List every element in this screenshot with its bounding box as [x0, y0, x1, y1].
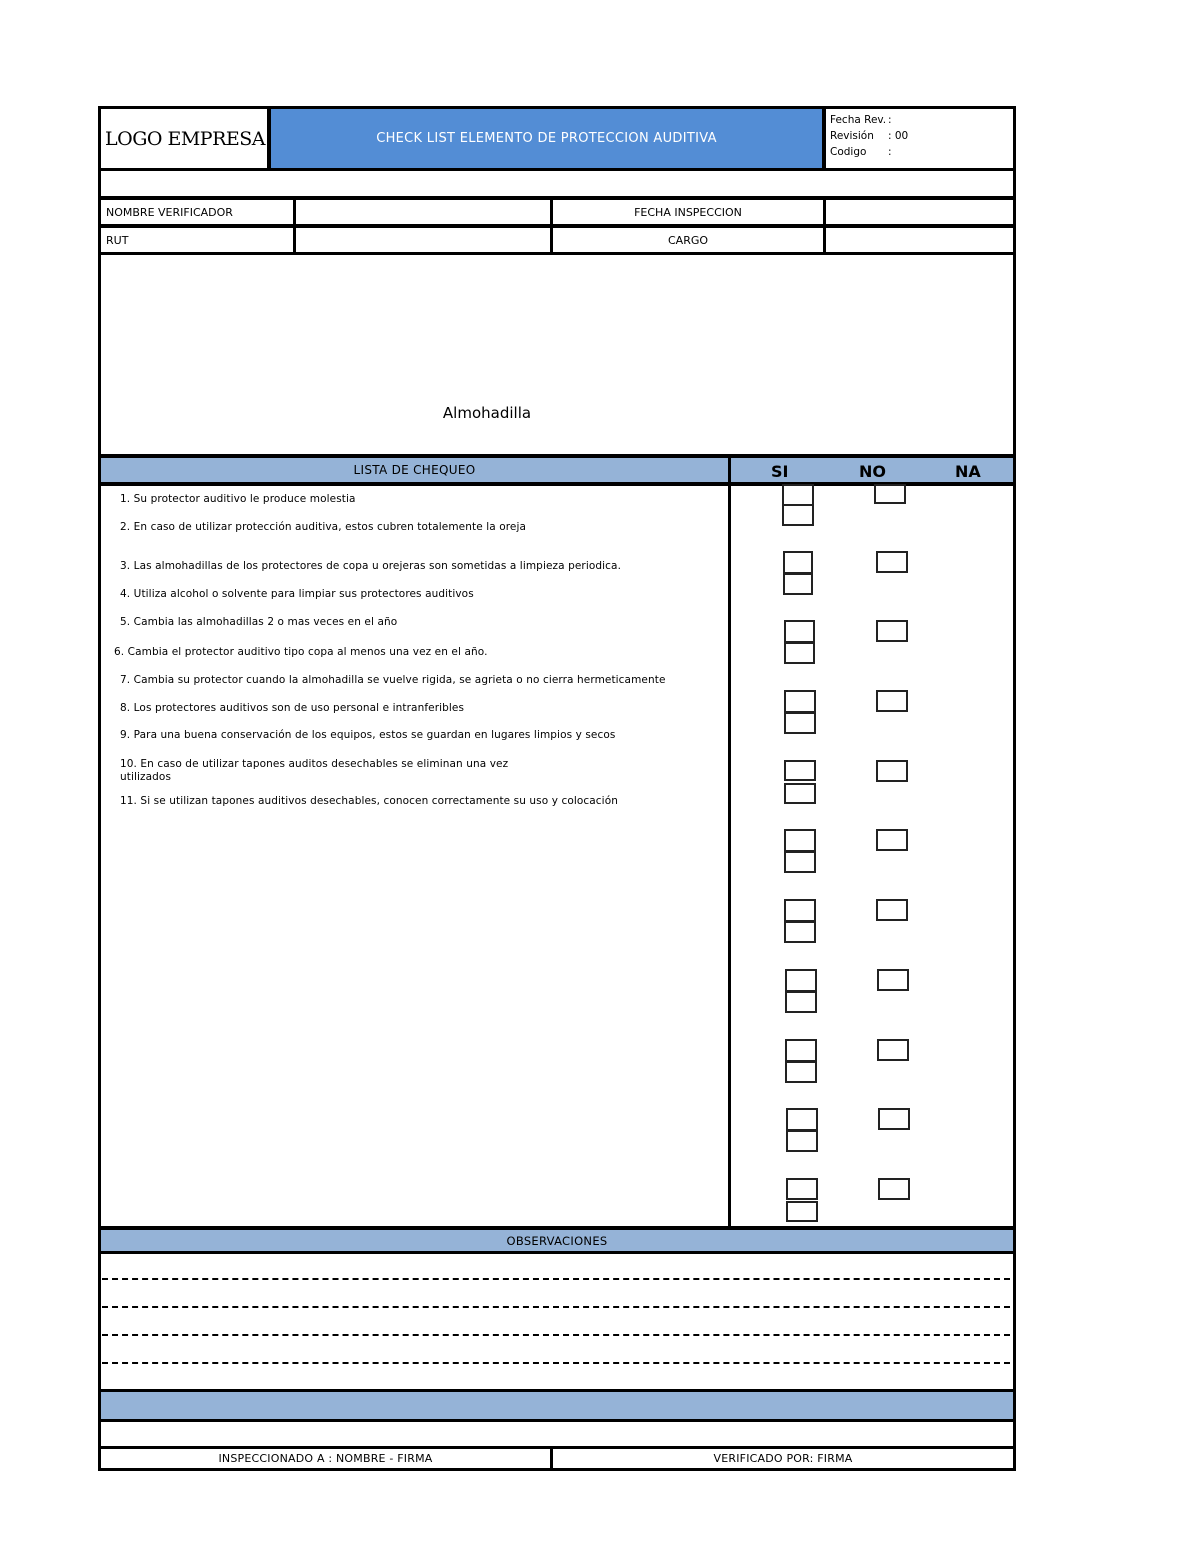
checkbox-no-5[interactable] [876, 760, 908, 782]
checkbox-si-6[interactable] [784, 829, 816, 852]
fecha-inspeccion-field[interactable] [823, 197, 1016, 227]
logo-text: LOGO EMPRESA [105, 127, 266, 150]
checkbox-si-2[interactable] [783, 551, 813, 574]
fecha-inspeccion-label [550, 197, 826, 227]
checkbox-si-10b[interactable] [786, 1130, 818, 1152]
checklist-answers [728, 483, 1016, 1229]
observaciones-area[interactable] [98, 1252, 1016, 1392]
checkbox-no-4[interactable] [876, 690, 908, 712]
checklist-item-10: 10. En caso de utilizar tapones auditos desechables se eliminan una vez utilizados [120, 758, 509, 783]
checklist-item-11: 11. Si se utilizan tapones auditivos desechables, conocen correctamente su uso y colocación [120, 795, 618, 807]
rut-label [98, 225, 296, 255]
cargo-field[interactable] [823, 225, 1016, 255]
meta-value: : [888, 146, 892, 158]
checkbox-si-7[interactable] [784, 899, 816, 922]
cargo-label-text: CARGO [667, 233, 709, 247]
checklist-item-3: 3. Las almohadillas de los protectores de copa u orejeras son sometidas a limpieza periodica. [120, 560, 622, 572]
nombre-verificador-field[interactable] [293, 197, 553, 227]
checkbox-si-9[interactable] [785, 1039, 817, 1062]
checklist-header [98, 455, 731, 485]
column-na: NA [955, 462, 981, 481]
checklist-item-8: 8. Los protectores auditivos son de uso personal e intranferibles [120, 702, 465, 714]
checkbox-si-7b[interactable] [784, 921, 816, 943]
checklist-item-2: 2. En caso de utilizar protección auditiva, estos cubren totalemente la oreja [120, 521, 527, 533]
document-title [268, 106, 825, 171]
checkbox-si-6b[interactable] [784, 851, 816, 873]
checkbox-no-9[interactable] [877, 1039, 909, 1061]
checkbox-si-5b[interactable] [784, 783, 816, 804]
checkbox-no-3[interactable] [876, 620, 908, 642]
meta-label: Codigo [830, 146, 867, 158]
checkbox-si-3b[interactable] [784, 642, 815, 664]
checkbox-si-1[interactable] [782, 484, 814, 506]
checkbox-no-2[interactable] [876, 551, 908, 573]
checklist-header-text: LISTA DE CHEQUEO [353, 463, 476, 477]
observaciones-line-1 [102, 1278, 1010, 1280]
checkbox-si-9b[interactable] [785, 1061, 817, 1083]
checkbox-no-6[interactable] [876, 829, 908, 851]
checklist-questions [98, 483, 731, 1229]
image-caption: Almohadilla [442, 404, 532, 422]
nombre-verificador-label [98, 197, 296, 227]
checkbox-no-1[interactable] [874, 484, 906, 504]
checklist-item-1: 1. Su protector auditivo le produce molestia [120, 493, 356, 505]
checkbox-si-5[interactable] [784, 760, 816, 781]
header-spacer-row [98, 169, 1016, 199]
column-no: NO [859, 462, 886, 481]
checklist-item-7: 7. Cambia su protector cuando la almohadilla se vuelve rigida, se agrieta o no cierra hermeticamente [120, 674, 666, 686]
observaciones-line-3 [102, 1334, 1010, 1336]
meta-row-codigo [830, 144, 1013, 160]
checklist-item-6: 6. Cambia el protector auditivo tipo copa al menos una vez en el año. [114, 646, 488, 658]
observaciones-header [98, 1227, 1016, 1254]
meta-value: : [888, 114, 892, 126]
document-meta [823, 106, 1016, 171]
checkbox-si-11[interactable] [786, 1178, 818, 1200]
image-area [98, 252, 1016, 457]
checkbox-si-4b[interactable] [784, 712, 816, 734]
column-si: SI [771, 462, 789, 481]
observaciones-line-2 [102, 1306, 1010, 1308]
document-title-text: CHECK LIST ELEMENTO DE PROTECCION AUDITIVA [376, 131, 717, 146]
checklist-item-5: 5. Cambia las almohadillas 2 o mas veces en el año [120, 616, 398, 628]
checklist-item-4: 4. Utiliza alcohol o solvente para limpiar sus protectores auditivos [120, 588, 474, 600]
signature-inspeccionado-label: INSPECCIONADO A : NOMBRE - FIRMA [218, 1452, 433, 1465]
checkbox-no-10[interactable] [878, 1108, 910, 1130]
checkbox-si-8b[interactable] [785, 991, 817, 1013]
checkbox-si-4[interactable] [784, 690, 816, 713]
cargo-label [550, 225, 826, 255]
checkbox-si-11b[interactable] [786, 1201, 818, 1222]
signature-verificado-label: VERIFICADO POR: FIRMA [713, 1452, 853, 1465]
observaciones-header-text: OBSERVACIONES [506, 1233, 608, 1248]
company-logo-placeholder [98, 106, 270, 171]
checklist-columns-header [728, 455, 1016, 485]
meta-row-revision [830, 128, 1013, 144]
meta-row-fecha-rev [830, 112, 1013, 128]
checkbox-si-8[interactable] [785, 969, 817, 992]
nombre-verificador-label-text: NOMBRE VERIFICADOR [106, 205, 233, 219]
checklist-item-9: 9. Para una buena conservación de los equipos, estos se guardan en lugares limpios y secos [120, 729, 616, 741]
signature-spacer-row [98, 1420, 1016, 1448]
checkbox-no-8[interactable] [877, 969, 909, 991]
signature-verificado[interactable] [550, 1446, 1016, 1471]
checkbox-si-1b[interactable] [782, 504, 814, 526]
checkbox-si-10[interactable] [786, 1108, 818, 1131]
rut-label-text: RUT [106, 233, 129, 247]
fecha-inspeccion-label-text: FECHA INSPECCION [634, 205, 742, 219]
checkbox-no-11[interactable] [878, 1178, 910, 1200]
checkbox-si-2b[interactable] [783, 573, 813, 595]
observaciones-line-4 [102, 1362, 1010, 1364]
meta-label: Fecha Rev. [830, 114, 887, 126]
checkbox-si-3[interactable] [784, 620, 815, 643]
meta-label: Revisión [830, 130, 874, 142]
checkbox-no-7[interactable] [876, 899, 908, 921]
meta-value: : 00 [888, 130, 909, 142]
signature-inspeccionado[interactable] [98, 1446, 553, 1471]
section-divider-bar [98, 1389, 1016, 1422]
rut-field[interactable] [293, 225, 553, 255]
